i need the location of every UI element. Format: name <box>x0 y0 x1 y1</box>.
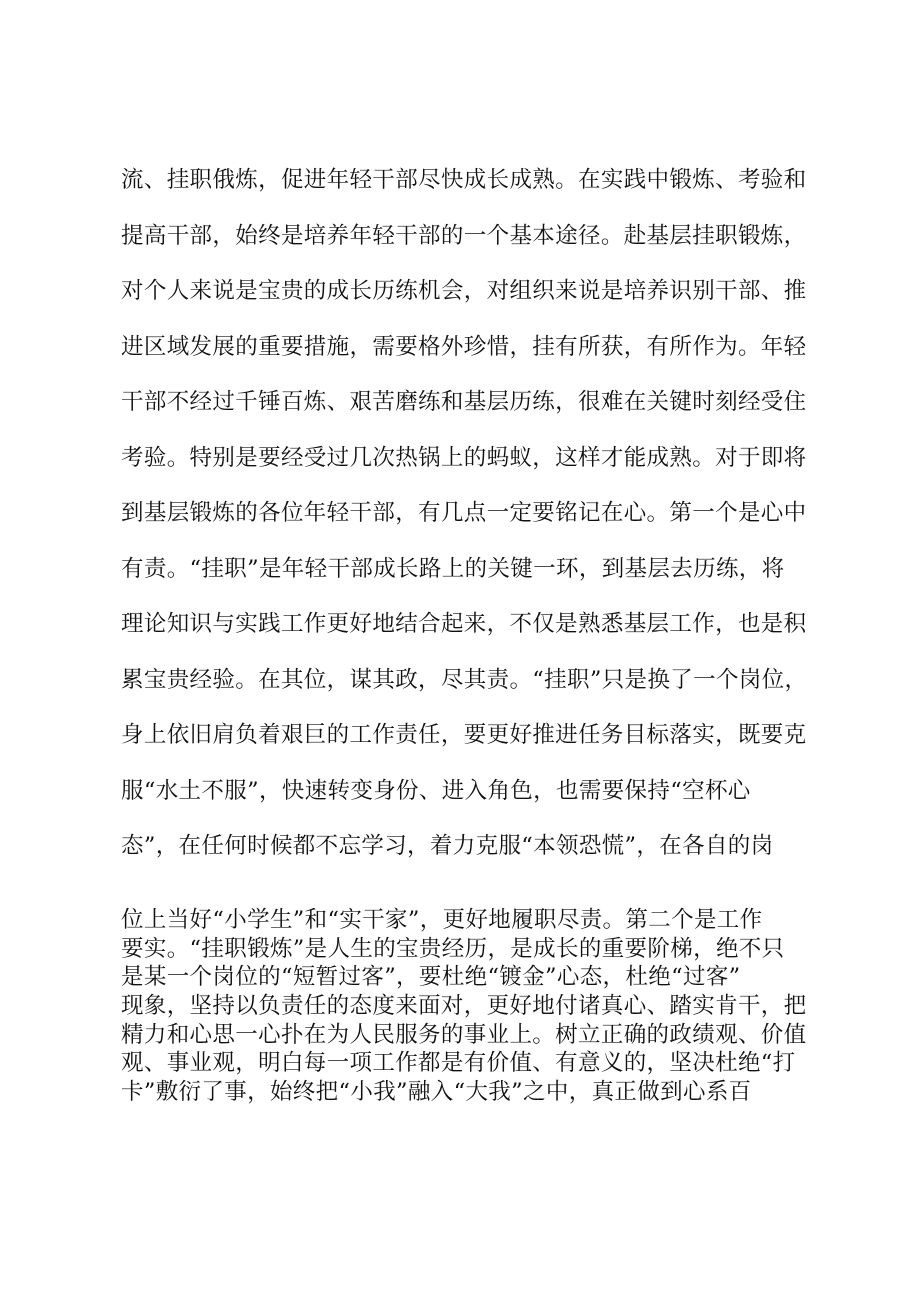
text-line: 卡”敷衍了事，始终把“小我”融入“大我”之中，真正做到心系百 <box>121 1079 752 1106</box>
text-line: 位上当好“小学生”和“实干家”，更好地履职尽责。第二个是工作 <box>121 907 763 933</box>
text-line: 提高干部，始终是培养年轻干部的一个基本途径。赴基层挂职锻炼， <box>121 222 807 249</box>
text-line: 干部不经过千锤百炼、艰苦磨练和基层历练，很难在关键时刻经受住 <box>121 389 807 415</box>
text-line: 对个人来说是宝贵的成长历练机会，对组织来说是培养识别干部、推 <box>121 278 807 304</box>
text-line: 流、挂职俄炼，促进年轻干部尽快成长成熟。在实践中锻炼、考验和 <box>121 167 807 193</box>
text-line: 观、事业观，明白每一项工作都是有价值、有意义的，坚决杜绝“打 <box>121 1050 796 1077</box>
text-line: 理论知识与实践工作更好地结合起来，不仅是熟悉基层工作，也是积 <box>121 611 807 637</box>
text-line: 要实。“挂职锻炼”是人生的宝贵经历，是成长的重要阶梯，绝不只 <box>121 935 785 962</box>
text-line: 精力和心思一心扑在为人民服务的事业上。树立正确的政绩观、价值 <box>121 1021 807 1048</box>
text-line: 服“水土不服”，快速转变身份、进入角色，也需要保持“空杯心 <box>121 777 751 804</box>
text-line: 现象，坚持以负责任的态度来面对，更好地付诸真心、踏实肯干，把 <box>121 993 807 1020</box>
text-line: 进区域发展的重要措施，需要格外珍惜，挂有所获，有所作为。年轻 <box>121 333 807 360</box>
text-line: 身上依旧肩负着艰巨的工作责任，要更好推进任务目标落实，既要克 <box>121 722 807 748</box>
text-line: 考验。特别是要经受过几次热锅上的蚂蚁，这样才能成熟。对于即将 <box>121 444 807 471</box>
text-line: 是某一个岗位的“短暂过客”，要杜绝“镀金”心态，杜绝“过客” <box>121 964 741 991</box>
text-line: 有责。“挂职”是年轻干部成长路上的关键一环，到基层去历练，将 <box>121 555 785 582</box>
body-text-loose <box>121 162 833 884</box>
text-line: 到基层锻炼的各位年轻干部，有几点一定要铭记在心。第一个是心中 <box>121 500 807 526</box>
text-line: 态”，在任何时候都不忘学习，着力克服“本领恐慌”，在各自的岗 <box>121 833 774 859</box>
body-text-tight <box>121 906 833 1107</box>
text-line: 累宝贵经验。在其位，谋其政，尽其责。“挂职”只是换了一个岗位， <box>121 666 808 693</box>
